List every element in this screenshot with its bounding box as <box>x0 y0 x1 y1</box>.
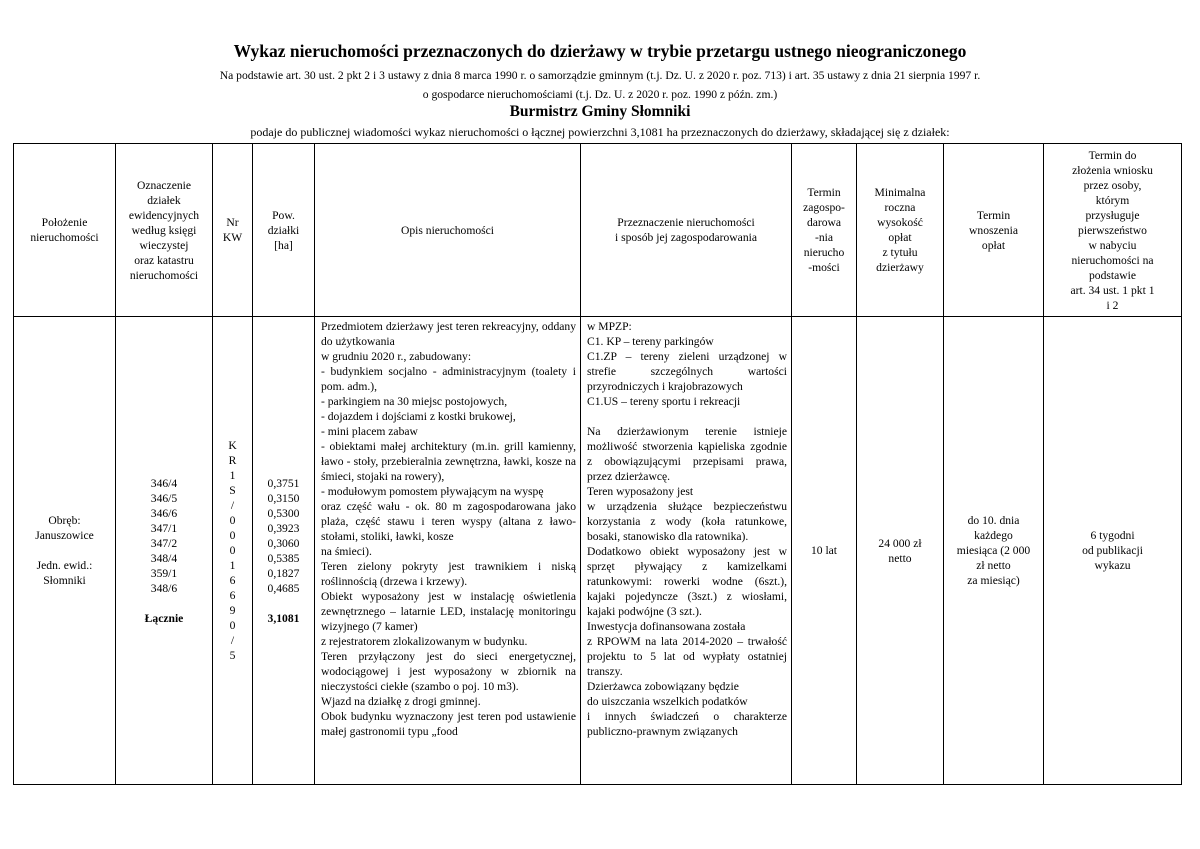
cell-min-fee: 24 000 zł netto <box>857 317 944 785</box>
description-line: Teren przyłączony jest do sieci energetycznej, wodociągowej i jest wyposażony w zbiornik na nieczystości ciekłe (szambo o poj. 10 m3). <box>321 650 576 693</box>
description-text <box>321 319 576 739</box>
description-line: na śmieci). <box>321 545 372 558</box>
header-parcels: Oznaczenie działek ewidencyjnych według księgi wieczystej oraz katastru nieruchomości <box>116 144 213 317</box>
purpose-line: C1. KP – tereny parkingów <box>587 335 714 348</box>
purpose-text <box>587 319 787 739</box>
parcel-area: 0,1827 <box>267 566 300 580</box>
parcel-area: 0,3060 <box>267 536 300 550</box>
legal-basis-line-2: o gospodarce nieruchomościami (t.j. Dz. U. z 2020 r. poz. 1990 z późn. zm.) <box>422 88 778 101</box>
property-table <box>13 143 1182 785</box>
description-line: - mini placem zabaw <box>321 425 418 438</box>
description-line: Obiekt wyposażony jest w instalację oświetlenia zewnętrznego – latarnie LED, instalację monitoringu wizyjnego (7 kamer) <box>321 590 576 633</box>
description-line: - modułowym pomostem pływającym na wyspę <box>321 485 544 498</box>
purpose-line <box>587 409 787 424</box>
purpose-line: Dodatkowo obiekt wyposażony jest w sprzęt pływający z kamizelkami ratunkowymi: rowerki wodne (6szt.), kajaki pojedyncze (3szt.) z wiosłami, kajaki podwójne (3 szt.). <box>587 545 787 618</box>
purpose-line: i innych świadczeń o charakterze publiczno-prawnym związanych <box>587 710 787 738</box>
description-line: - obiektami małej architektury (m.in. grill kamienny, ławo - stoły, przebieralnia zewnętrzna, ławki, kosze na śmieci, stojaki na rowery), <box>321 440 576 483</box>
purpose-line: w urządzenia służące bezpieczeństwu korzystania z wody (koła ratunkowe, bosaki, stanowisko dla ratownika). <box>587 500 787 543</box>
parcel-number: 348/4 <box>150 551 178 565</box>
description-line: Przedmiotem dzierżawy jest teren rekreacyjny, oddany do użytkowania <box>321 320 576 348</box>
parcel-area: 0,4685 <box>267 581 300 595</box>
header-payment-term: Termin wnoszenia opłat <box>944 144 1044 317</box>
intro-text: podaje do publicznej wiadomości wykaz nieruchomości o łącznej powierzchni 3,1081 ha przeznaczonych do dzierżawy, składającej się z działek: <box>250 125 950 139</box>
parcel-area: 0,3150 <box>267 491 300 505</box>
cell-application-term: 6 tygodni od publikacji wykazu <box>1044 317 1182 785</box>
legal-basis <box>0 66 1200 104</box>
description-line: Wjazd na działkę z drogi gminnej. <box>321 695 481 708</box>
header-min-fee: Minimalna roczna wysokość opłat z tytułu dzierżawy <box>857 144 944 317</box>
parcel-number: 346/4 <box>150 476 178 490</box>
description-line: w grudniu 2020 r., zabudowany: <box>321 350 472 363</box>
header-description: Opis nieruchomości <box>315 144 581 317</box>
purpose-line: Inwestycja dofinansowana została <box>587 620 746 633</box>
purpose-line: w MPZP: <box>587 320 632 333</box>
purpose-line: Teren wyposażony jest <box>587 485 694 498</box>
description-line: Teren zielony pokryty jest trawnikiem i niską roślinnością (drzewa i krzewy). <box>321 560 576 588</box>
description-line: Obok budynku wyznaczony jest teren pod ustawienie małej gastronomii typu „food <box>321 710 576 738</box>
description-line: - parkingiem na 30 miejsc postojowych, <box>321 395 508 408</box>
parcel-number: 359/1 <box>150 566 178 580</box>
cell-description <box>315 317 581 785</box>
header-purpose: Przeznaczenie nieruchomości i sposób jej zagospodarowania <box>581 144 792 317</box>
purpose-line: do uiszczania wszelkich podatków <box>587 695 748 708</box>
table-header-row <box>14 144 1182 317</box>
description-line: - dojazdem i dojściami z kostki brukowej, <box>321 410 516 423</box>
parcel-number: 346/5 <box>150 491 178 505</box>
header-term: Termin zagospo- darowa -nia nierucho -mości <box>792 144 857 317</box>
parcel-list <box>116 476 212 596</box>
parcel-number: 348/6 <box>150 581 178 595</box>
parcel-area: 0,5385 <box>267 551 300 565</box>
purpose-line: Dzierżawca zobowiązany będzie <box>587 680 739 693</box>
cell-term: 10 lat <box>792 317 857 785</box>
purpose-line: C1.US – tereny sportu i rekreacji <box>587 395 741 408</box>
cell-purpose <box>581 317 792 785</box>
header-location: Położenie nieruchomości <box>14 144 116 317</box>
table-row <box>14 317 1182 785</box>
document-title: Wykaz nieruchomości przeznaczonych do dzierżawy w trybie przetargu ustnego nieograniczonego <box>233 41 967 61</box>
purpose-line: C1.ZP – tereny zieleni urządzonej w strefie szczególnych wartości przyrodniczych i krajobrazowych <box>587 350 787 393</box>
cell-kw-number: K R 1 S / 0 0 0 1 6 6 9 0 / 5 <box>213 317 253 785</box>
total-area: 3,1081 <box>267 611 300 625</box>
description-line: oraz część wału - ok. 80 m zagospodarowana jako plaża, część stawu i teren wyspy (altana z ławo-stołami, stoliki, ławki, kosze <box>321 500 576 543</box>
cell-parcels <box>116 317 213 785</box>
area-list <box>253 476 314 596</box>
header-kw: Nr KW <box>213 144 253 317</box>
parcel-area: 0,5300 <box>267 506 300 520</box>
description-line: - budynkiem socjalno - administracyjnym (toalety i pom. adm.), <box>321 365 576 393</box>
cell-areas <box>253 317 315 785</box>
purpose-line: Na dzierżawionym terenie istnieje możliwość stworzenia kąpieliska zgodnie z obowiązującymi przepisami prawa, przez dzierżawcę. <box>587 425 787 483</box>
cell-location: Obręb: Januszowice Jedn. ewid.: Słomniki <box>14 317 116 785</box>
purpose-line: z RPOWM na lata 2014-2020 – trwałość projektu to 5 lat od wypłaty ostatniej transzy. <box>587 635 787 678</box>
total-label: Łącznie <box>144 611 184 625</box>
mayor-heading: Burmistrz Gminy Słomniki <box>509 103 691 120</box>
parcel-area: 0,3923 <box>267 521 300 535</box>
header-application-term: Termin do złożenia wniosku przez osoby, którym przysługuje pierwszeństwo w nabyciu nieruchomości na podstawie art. 34 ust. 1 pkt 1 i 2 <box>1044 144 1182 317</box>
legal-basis-line-1: Na podstawie art. 30 ust. 2 pkt 2 i 3 ustawy z dnia 8 marca 1990 r. o samorządzie gminnym (t.j. Dz. U. z 2020 r. poz. 713) i art. 35 ustawy z dnia 21 sierpnia 1997 r. <box>219 69 981 82</box>
header-area: Pow. działki [ha] <box>253 144 315 317</box>
parcel-number: 347/1 <box>150 521 178 535</box>
parcel-number: 346/6 <box>150 506 178 520</box>
cell-payment-term: do 10. dnia każdego miesiąca (2 000 zł netto za miesiąc) <box>944 317 1044 785</box>
parcel-number: 347/2 <box>150 536 178 550</box>
parcel-area: 0,3751 <box>267 476 300 490</box>
description-line: z rejestratorem zlokalizowanym w budynku. <box>321 635 528 648</box>
